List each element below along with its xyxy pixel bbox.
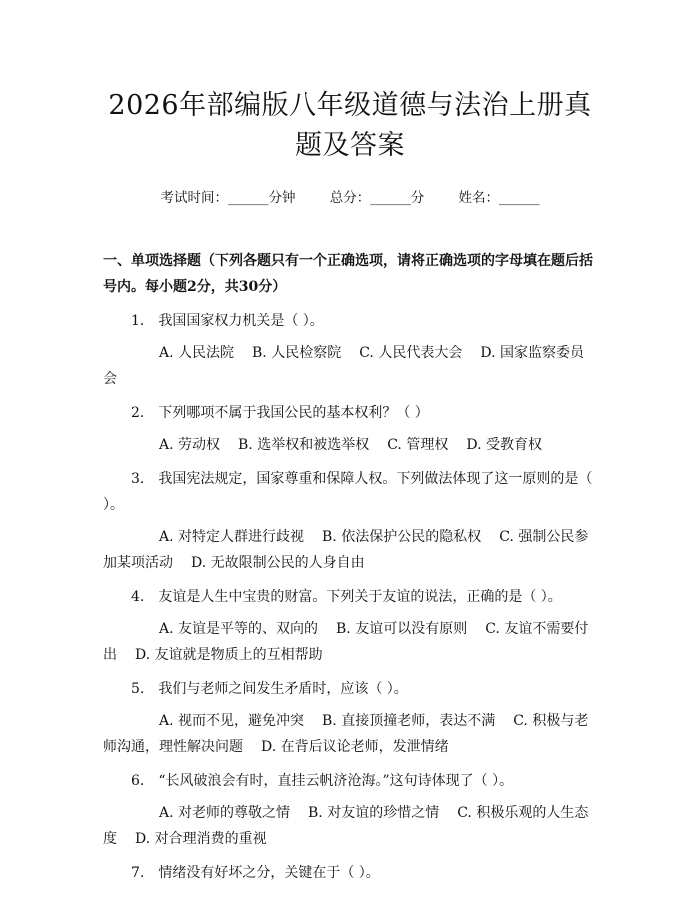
option: B. 依法保护公民的隐私权 [322,529,482,545]
option: B. 对友谊的珍惜之情 [308,805,440,821]
question-text: 下列哪项不属于我国公民的基本权利？（ ） [158,405,429,421]
question-options [103,524,597,576]
option: D. 在背后议论老师，发泄情绪 [261,739,449,755]
option: C. 管理权 [387,437,449,453]
question-number: 1. [131,313,145,329]
option: A. 人民法院 [159,345,235,361]
exam-name: 姓名：______ [458,190,540,206]
question [103,768,597,794]
option: C. 积极与老师沟通，理性解决问题 [103,713,589,755]
option: B. 友谊可以没有原则 [336,621,468,637]
question-text: 情绪没有好坏之分，关键在于（ ）。 [158,865,380,881]
question-number: 2. [131,405,145,421]
question-text: 友谊是人生中宝贵的财富。下列关于友谊的说法，正确的是（ ）。 [158,589,562,605]
option: C. 人民代表大会 [359,345,463,361]
option: D. 对合理消费的重视 [135,831,267,847]
option: B. 人民检察院 [252,345,342,361]
option: A. 对老师的尊敬之情 [159,805,291,821]
question [103,308,597,334]
question-number: 3. [131,471,145,487]
option: A. 劳动权 [159,437,221,453]
question-text: 我们与老师之间发生矛盾时，应该（ ）。 [158,681,408,697]
question-options [103,800,597,852]
option: D. 无故限制公民的人身自由 [191,555,365,571]
option: D. 受教育权 [466,437,542,453]
option: C. 积极乐观的人生态度 [103,805,589,847]
option: B. 选举权和被选举权 [238,437,370,453]
question [103,400,597,426]
exam-meta [103,186,597,206]
question-list [103,308,597,886]
question-text: “长风破浪会有时，直挂云帆济沧海。”这句诗体现了（ ）。 [158,773,514,789]
section-heading: 一、单项选择题（下列各题只有一个正确选项，请将正确选项的字母填在题后括号内。每小题2分，共30分） [103,253,593,295]
option: B. 直接顶撞老师，表达不满 [322,713,496,729]
exam-time: 考试时间：______分钟 [160,190,296,206]
exam-score: 总分：______分 [329,190,425,206]
question-text: 我国宪法规定，国家尊重和保障人权。下列做法体现了这一原则的是（ ）。 [103,471,593,513]
option: D. 友谊就是物质上的互相帮助 [135,647,323,663]
option: C. 友谊不需要付出 [103,621,589,663]
document-title: 2026年部编版八年级道德与法治上册真题及答案 [108,90,592,161]
question-options [103,340,597,392]
question [103,860,597,886]
question-text: 我国国家权力机关是（ ）。 [158,313,324,329]
option: D. 国家监察委员会 [103,345,584,387]
question-options [103,432,597,458]
question-number: 7. [131,865,145,881]
question [103,584,597,610]
option: A. 对特定人群进行歧视 [159,529,305,545]
question-number: 4. [131,589,145,605]
question-number: 6. [131,773,145,789]
option: A. 友谊是平等的、双向的 [159,621,319,637]
option: C. 强制公民参加某项活动 [103,529,589,571]
question-options [103,616,597,668]
question [103,676,597,702]
question [103,466,597,518]
question-options [103,708,597,760]
question-number: 5. [131,681,145,697]
option: A. 视而不见，避免冲突 [159,713,305,729]
